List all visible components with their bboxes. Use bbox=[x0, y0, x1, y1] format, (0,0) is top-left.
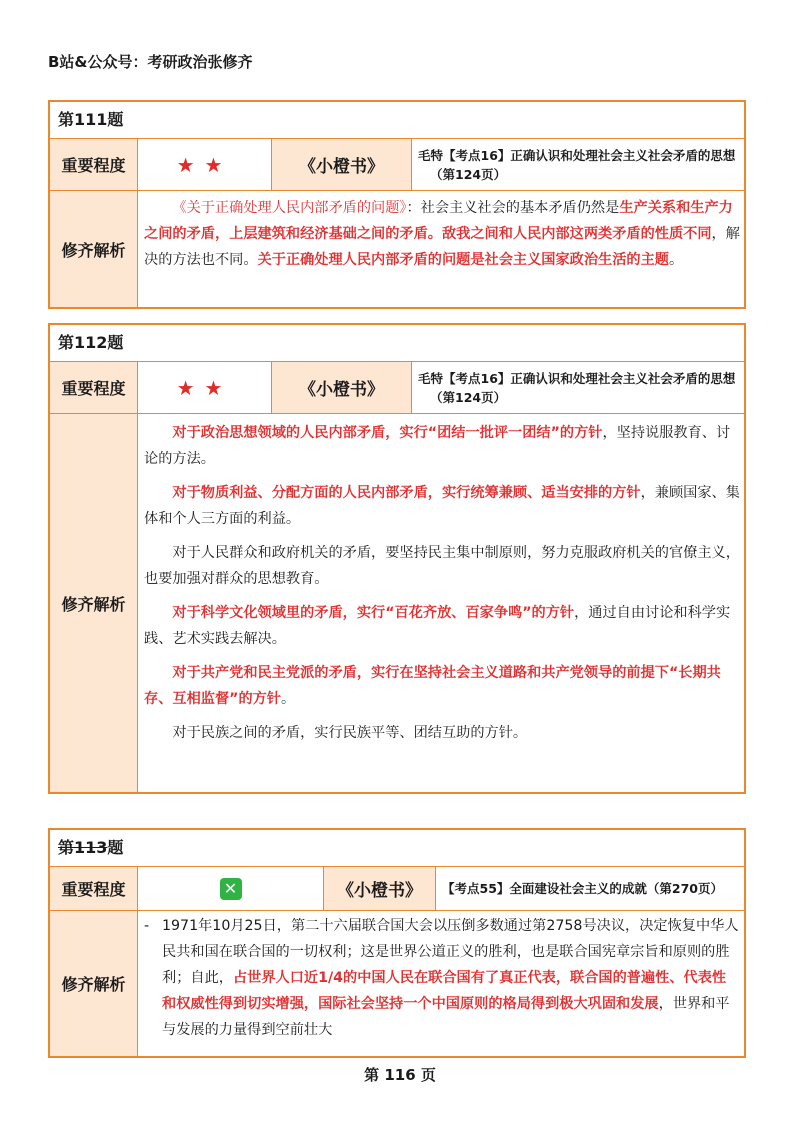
importance-row bbox=[50, 866, 744, 910]
paragraph bbox=[144, 420, 740, 472]
paragraph: 对于人民群众和政府机关的矛盾，要坚持民主集中制原则，努力克服政府机关的官僚主义，也要加强对群众的思想教育。 bbox=[144, 545, 740, 587]
reference-text: 【考点55】全面建设社会主义的成就（第270页） bbox=[442, 881, 723, 896]
importance-label: 重要程度 bbox=[50, 362, 138, 413]
importance-row bbox=[50, 138, 744, 190]
question-112 bbox=[48, 323, 746, 794]
importance-row bbox=[50, 361, 744, 413]
analysis-text bbox=[138, 911, 744, 1056]
analysis-text bbox=[138, 414, 744, 792]
star-rating: ★★ bbox=[138, 139, 272, 190]
text-segment: 《关于正确处理人民内部矛盾的问题》 bbox=[172, 200, 407, 216]
reference-text bbox=[412, 362, 744, 413]
analysis-row bbox=[50, 190, 744, 307]
text-segment: ，世界和平与发展的力量得到空前壮大 bbox=[162, 996, 730, 1038]
text-segment: 对于政治思想领域的人民内部矛盾，实行“团结一批评一团结”的方针 bbox=[172, 425, 603, 441]
reference-text bbox=[412, 139, 744, 190]
page-header: B站&公众号：考研政治张修齐 bbox=[48, 53, 253, 71]
text-segment: 对于物质利益、分配方面的人民内部矛盾，实行统筹兼顾、适当安排的方针 bbox=[172, 485, 641, 501]
text-segment: ，解决的方法也不同。 bbox=[144, 226, 740, 268]
analysis-row bbox=[50, 413, 744, 792]
analysis-text bbox=[138, 191, 744, 307]
list-item bbox=[144, 913, 740, 1043]
paragraph bbox=[144, 480, 740, 532]
text-segment: 对于共产党和民主党派的矛盾，实行在坚持社会主义道路和共产党领导的前提下“长期共存、互相监督”的方针 bbox=[144, 665, 721, 707]
reference-page: （第124页） bbox=[430, 166, 507, 182]
question-title: 第112题 bbox=[50, 325, 744, 361]
book-title: 《小橙书》 bbox=[272, 362, 412, 413]
reference-page: （第124页） bbox=[430, 389, 507, 405]
text-segment: 。 bbox=[281, 691, 296, 707]
text-segment: ：社会主义社会的基本矛盾仍然是 bbox=[406, 200, 620, 216]
star-rating: ★★ bbox=[138, 362, 272, 413]
analysis-label: 修齐解析 bbox=[50, 414, 138, 792]
importance-label: 重要程度 bbox=[50, 867, 138, 910]
analysis-label: 修齐解析 bbox=[50, 191, 138, 307]
analysis-row bbox=[50, 910, 744, 1056]
question-title bbox=[50, 830, 744, 866]
text-segment: 。 bbox=[668, 252, 684, 268]
text-segment: ，兼顾国家、集体和个人三方面的利益。 bbox=[144, 485, 740, 527]
title-tail: 题 bbox=[107, 838, 124, 857]
book-title: 《小橙书》 bbox=[272, 139, 412, 190]
paragraph bbox=[144, 600, 740, 652]
cross-mark-icon: ✕ bbox=[220, 878, 242, 900]
paragraph: 对于民族之间的矛盾，实行民族平等、团结互助的方针。 bbox=[172, 725, 528, 741]
text-segment: 对于科学文化领域里的矛盾，实行“百花齐放、百家争鸣”的方针 bbox=[172, 605, 575, 621]
reference-line-1: 毛特【考点16】正确认识和处理社会主义社会矛盾的思想 bbox=[418, 147, 736, 163]
text-segment: 关于正确处理人民内部矛盾的问题是社会主义国家政治生活的主题 bbox=[257, 252, 669, 268]
question-111 bbox=[48, 100, 746, 309]
text-segment: 占世界人口近1/4的中国人民在联合国有了真正代表，联合国的普遍性、代表性和权威性得到切实增强，国际社会坚持一个中国原则的格局得到极大巩固和发展 bbox=[162, 970, 727, 1012]
page-number: 第 116 页 bbox=[364, 1066, 436, 1084]
title-struck: 第113 bbox=[58, 838, 108, 857]
reference-line-1: 毛特【考点16】正确认识和处理社会主义社会矛盾的思想 bbox=[418, 370, 736, 386]
question-title: 第111题 bbox=[50, 102, 744, 138]
book-title: 《小橙书》 bbox=[324, 867, 436, 910]
text-segment: ，通过自由讨论和科学实践、艺术实践去解决。 bbox=[144, 605, 731, 647]
text-segment: 1971年10月25日，第二十六届联合国大会以压倒多数通过第2758号决议，决定恢复中华人民共和国在联合国的一切权利；这是世界公道正义的胜利，也是联合国宪章宗旨和原则的胜利；自此， bbox=[162, 918, 739, 986]
importance-label: 重要程度 bbox=[50, 139, 138, 190]
analysis-label: 修齐解析 bbox=[50, 911, 138, 1056]
text-segment: ，坚持说服教育、讨论的方法。 bbox=[144, 425, 731, 467]
bullet-dash: - bbox=[144, 918, 150, 934]
rating-cell bbox=[138, 867, 324, 910]
text-segment: 生产关系和生产力之间的矛盾，上层建筑和经济基础之间的矛盾。敌我之间和人民内部这两类矛盾的性质不同 bbox=[144, 200, 733, 242]
paragraph bbox=[144, 660, 740, 712]
question-113 bbox=[48, 828, 746, 1058]
